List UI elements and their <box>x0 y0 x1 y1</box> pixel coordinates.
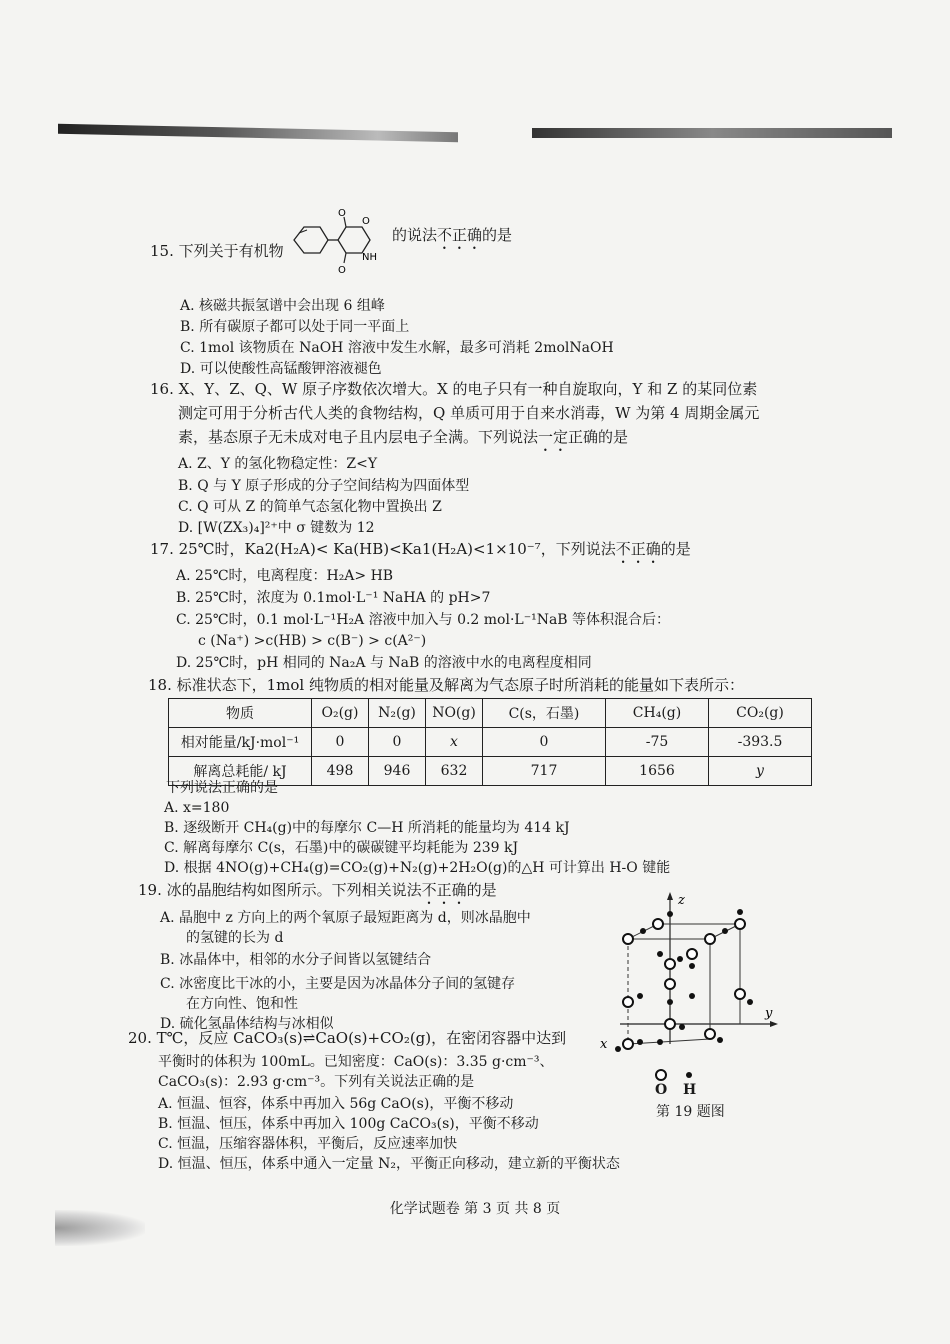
table-header-cell: CH₄(g) <box>606 699 709 728</box>
table-header-cell: CO₂(g) <box>709 699 812 728</box>
q17-option-d: D. 25℃时，pH 相同的 Na₂A 与 NaB 的溶液中水的电离程度相同 <box>176 655 592 671</box>
q15-structure <box>282 205 392 275</box>
q15-option-d: D. 可以使酸性高锰酸钾溶液褪色 <box>180 361 382 377</box>
q15-stem-prefix: 15. 下列关于有机物 <box>150 242 284 260</box>
table-cell: 632 <box>426 757 483 786</box>
q17-stem-suffix: 的是 <box>660 540 691 558</box>
q16-line1: 16. X、Y、Z、Q、W 原子序数依次增大。X 的电子只有一种自旋取向，Y 和 Z 的某同位素 <box>150 380 758 398</box>
q20-option-b: B. 恒温、恒压，体系中再加入 100g CaCO₃(s)，平衡不移动 <box>158 1116 539 1132</box>
q19-option-b: B. 冰晶体中，相邻的水分子间皆以氢键结合 <box>160 952 432 968</box>
oxygen-atom-marker <box>656 1070 666 1080</box>
table-header-cell: NO(g) <box>426 699 483 728</box>
q19-option-d: D. 硫化氢晶体结构与冰相似 <box>160 1016 334 1032</box>
ice-crystal-figure <box>600 884 790 1054</box>
q20-option-c: C. 恒温，压缩容器体积，平衡后，反应速率加快 <box>158 1136 458 1152</box>
q16-line3 <box>178 426 628 455</box>
q17-stem-prefix: 17. 25℃时，Ka2(H₂A)< Ka(HB)<Ka1(H₂A)<1×10⁻⁷，下列说法 <box>150 540 616 558</box>
table-cell: 0 <box>369 728 426 757</box>
top-scan-band-right <box>532 128 892 138</box>
table-header-row <box>169 699 812 728</box>
page-footer: 化学试题卷 第 3 页 共 8 页 <box>389 1201 561 1217</box>
q15-label-o3: O <box>338 265 346 275</box>
table-header-cell: C(s，石墨) <box>483 699 606 728</box>
q16-line3-suffix: 正确的是 <box>568 428 629 446</box>
q18-option-a: A. x=180 <box>164 800 230 816</box>
q15-label-o1: O <box>338 208 346 219</box>
q17-stem <box>150 538 691 567</box>
table-cell: 0 <box>312 728 369 757</box>
hydrogen-atom-marker <box>686 1072 692 1078</box>
table-cell: x <box>426 728 483 757</box>
q18-lead: 下列说法正确的是 <box>166 780 278 796</box>
q16-option-a: A. Z、Y 的氢化物稳定性：Z<Y <box>178 456 378 472</box>
legend-h: H <box>683 1082 697 1098</box>
q19-option-a: A. 晶胞中 z 方向上的两个氧原子最短距离为 d，则冰晶胞中 <box>160 910 531 926</box>
q15-label-o2: O <box>362 216 370 227</box>
top-scan-band-left <box>58 124 458 142</box>
q19-stem-emph: 不正确 <box>421 881 467 899</box>
q15-stem-b: 的是 <box>482 226 513 244</box>
table-cell: 946 <box>369 757 426 786</box>
table-cell: 0 <box>483 728 606 757</box>
scan-smudge <box>55 1210 145 1246</box>
q19-option-a-cont: 的氢键的长为 d <box>186 930 284 946</box>
q17-option-b: B. 25℃时，浓度为 0.1mol·L⁻¹ NaHA 的 pH>7 <box>176 590 491 606</box>
table-header-cell: 物质 <box>169 699 312 728</box>
q20-line1: 20. T℃，反应 CaCO₃(s)⇌CaO(s)+CO₂(g)，在密闭容器中达到 <box>128 1029 567 1047</box>
q17-stem-emph: 不正确 <box>615 540 661 558</box>
table-cell: 解离总耗能/ kJ <box>169 757 312 786</box>
q16-option-b: B. Q 与 Y 原子形成的分子空间结构为四面体型 <box>178 478 470 494</box>
table-cell: -393.5 <box>709 728 812 757</box>
q19-option-c: C. 冰密度比干冰的小，主要是因为冰晶体分子间的氢键存 <box>160 976 516 992</box>
q18-option-d: D. 根据 4NO(g)+CH₄(g)=CO₂(g)+N₂(g)+2H₂O(g)的△H 可计算出 H-O 键能 <box>164 860 671 876</box>
q17-option-c: C. 25℃时，0.1 mol·L⁻¹H₂A 溶液中加入与 0.2 mol·L⁻¹NaB 等体积混合后： <box>176 612 671 628</box>
q16-option-d: D. [W(ZX₃)₄]²⁺中 σ 键数为 12 <box>178 520 375 536</box>
axis-x-label: x <box>600 1037 608 1052</box>
q15-option-c: C. 1mol 该物质在 NaOH 溶液中发生水解，最多可消耗 2molNaOH <box>180 340 614 356</box>
table-cell: y <box>709 757 812 786</box>
axis-y-label: y <box>765 1006 773 1021</box>
table-row <box>169 728 812 757</box>
table-cell: 717 <box>483 757 606 786</box>
q15-stem-a: 的说法 <box>392 226 438 244</box>
q15-stem-suffix <box>392 224 512 253</box>
q16-option-c: C. Q 可从 Z 的简单气态氢化物中置换出 Z <box>178 499 442 515</box>
q20-line3: CaCO₃(s)：2.93 g·cm⁻³。下列有关说法正确的是 <box>158 1074 475 1090</box>
axis-z-label: z <box>678 893 685 908</box>
legend-o: O <box>655 1082 668 1098</box>
q18-option-b: B. 逐级断开 CH₄(g)中的每摩尔 C—H 所消耗的能量均为 414 kJ <box>164 820 570 836</box>
table-cell: -75 <box>606 728 709 757</box>
q16-line3-emph: 一定 <box>538 428 569 446</box>
table-cell: 498 <box>312 757 369 786</box>
q15-label-nh: NH <box>362 252 377 263</box>
q20-line2: 平衡时的体积为 100mL。已知密度：CaO(s)：3.35 g·cm⁻³、 <box>158 1054 554 1070</box>
q19-option-c-cont: 在方向性、饱和性 <box>186 996 298 1012</box>
q19-stem-prefix: 19. 冰的晶胞结构如图所示。下列相关说法 <box>138 881 422 899</box>
q18-energy-table <box>168 698 812 786</box>
q20-option-a: A. 恒温、恒容，体系中再加入 56g CaO(s)，平衡不移动 <box>158 1096 514 1112</box>
q16-line3-prefix: 素，基态原子无未成对电子且内层电子全满。下列说法 <box>178 428 539 446</box>
q20-option-d: D. 恒温、恒压，体系中通入一定量 N₂，平衡正向移动，建立新的平衡状态 <box>158 1156 620 1172</box>
table-cell: 相对能量/kJ·mol⁻¹ <box>169 728 312 757</box>
q17-option-a: A. 25℃时，电离程度：H₂A> HB <box>176 568 394 584</box>
q17-option-c-cont: c (Na⁺) >c(HB) > c(B⁻) > c(A²⁻) <box>198 633 427 649</box>
table-cell: 1656 <box>606 757 709 786</box>
q15-option-b: B. 所有碳原子都可以处于同一平面上 <box>180 319 410 335</box>
q15-option-a: A. 核磁共振氢谱中会出现 6 组峰 <box>180 298 385 314</box>
q18-option-c: C. 解离每摩尔 C(s，石墨)中的碳碳键平均耗能为 239 kJ <box>164 840 519 856</box>
q19-stem <box>138 879 497 908</box>
q18-stem: 18. 标准状态下，1mol 纯物质的相对能量及解离为气态原子时所消耗的能量如下表所示： <box>148 676 744 694</box>
table-header-cell: N₂(g) <box>369 699 426 728</box>
q16-line2: 测定可用于分析古代人类的食物结构，Q 单质可用于自来水消毒，W 为第 4 周期金属元 <box>178 404 760 422</box>
q19-stem-suffix: 的是 <box>466 881 497 899</box>
q15-stem-emph: 不正确 <box>437 226 483 244</box>
figure-caption: 第 19 题图 <box>656 1104 725 1120</box>
table-header-cell: O₂(g) <box>312 699 369 728</box>
